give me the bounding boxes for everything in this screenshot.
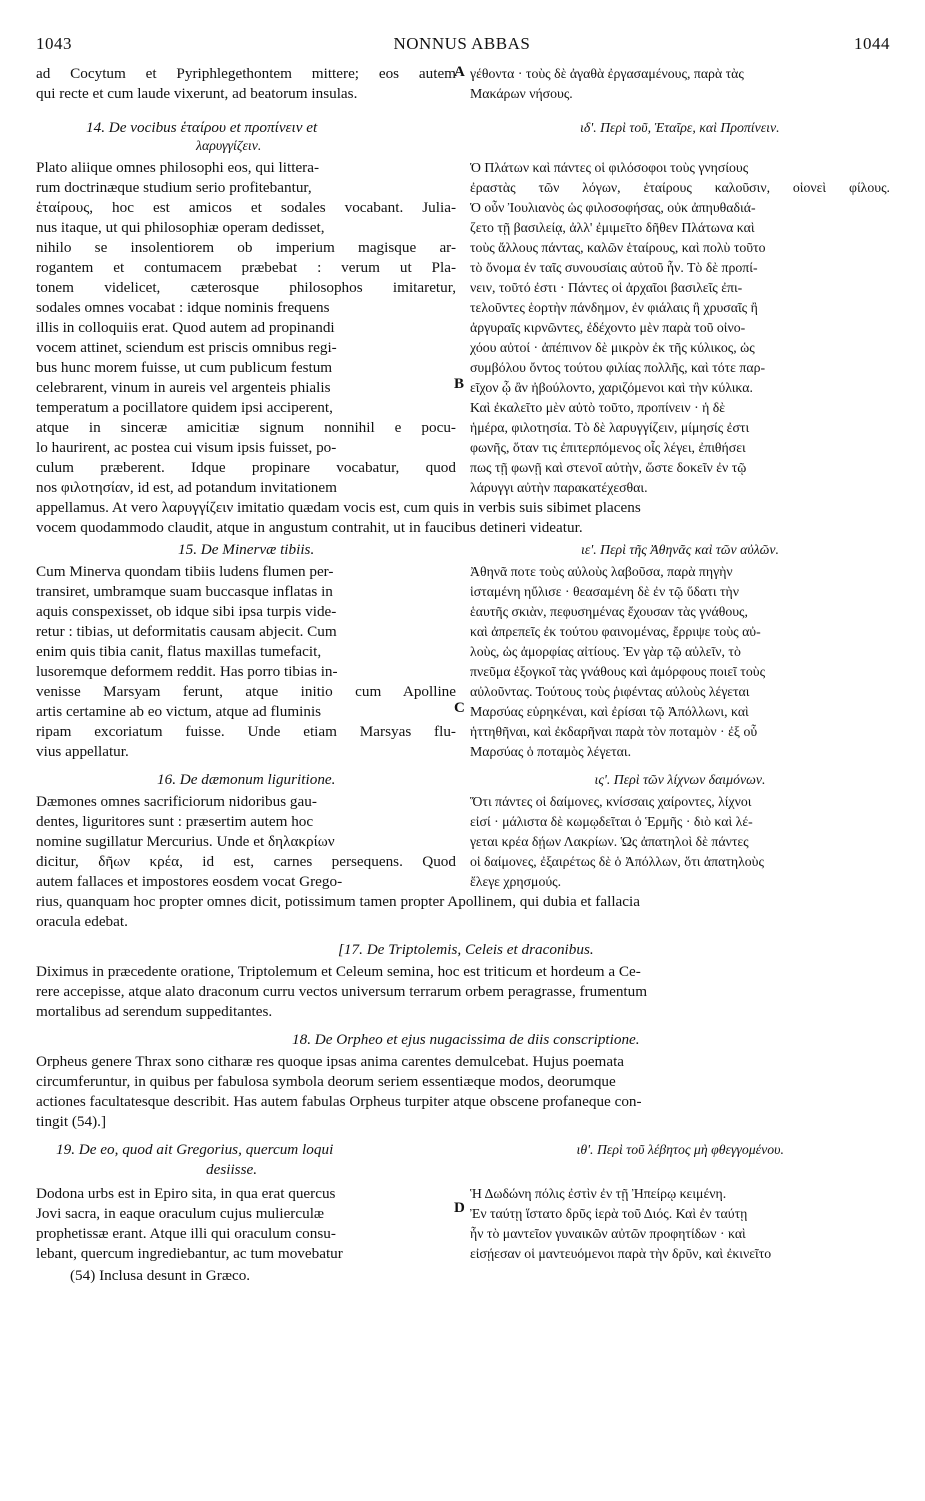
latin-line: ἑταίρους, hoc est amicos et sodales vocabant. Julia- <box>36 199 456 216</box>
latin-line: sodales omnes vocabat : idque nominis frequens <box>36 299 330 316</box>
latin-line: aquis conspexisset, ob idque sibi ipsa turpis vide- <box>36 603 337 620</box>
section-title-latin: desiisse. <box>206 1161 258 1178</box>
greek-line: νειν, τοῦτό ἐστι · Πάντες οἱ ἀρχαῖοι βασιλεῖς ἐπι- <box>470 280 743 295</box>
section-title-latin: 16. De dæmonum liguritione. <box>157 771 336 788</box>
latin-line: lusoremque deformem reddit. Has porro tibias in- <box>36 663 338 680</box>
greek-line: Καὶ ἐκαλεῖτο μὲν αὐτὸ τοῦτο, προπίνειν · ἡ δὲ <box>470 400 726 415</box>
running-head: NONNUS ABBAS <box>393 34 531 53</box>
margin-marker-a: A <box>454 64 465 80</box>
greek-line: λάρυγγι αὐτὴν παρακατέχεσθαι. <box>470 480 648 495</box>
latin-line: Cum Minerva quondam tibiis ludens flumen per- <box>36 563 334 580</box>
section-title-latin: 19. De eo, quod ait Gregorius, quercum loqui <box>56 1141 334 1158</box>
full-width-line: mortalibus ad serendum suppeditantes. <box>36 1003 273 1020</box>
latin-line: illis in colloquiis erat. Quod autem ad propinandi <box>36 319 335 336</box>
latin-line: rogantem et contumacem præbebat : verum ut Pla- <box>36 259 456 276</box>
latin-line: venisse Marsyam ferunt, atque initio cum Apolline <box>36 683 456 700</box>
greek-line: εἰσῄεσαν οἱ μαντευόμενοι παρὰ τὴν δρῦν, καὶ ἐκινεῖτο <box>470 1246 772 1261</box>
greek-line: ἱσταμένη ηὔλισε · θεασαμένη δὲ ἐν τῷ ὕδατι τὴν <box>470 584 739 599</box>
latin-line: lebant, quercum ingrediebantur, ac tum movebatur <box>36 1245 343 1262</box>
latin-line: lo haurirent, ac postea cui visum ipsis fuisset, po- <box>36 439 337 456</box>
latin-line: autem fallaces et impostores eosdem vocat Grego- <box>36 873 343 890</box>
latin-line: dicitur, δῆων κρέα, id est, carnes persequens. Quod <box>36 853 456 870</box>
full-width-line: Orpheus genere Thrax sono citharæ res quoque ipsas anima carentes demulcebat. Hujus poemata <box>36 1053 625 1070</box>
greek-line: Ἐν ταύτῃ ἵστατο δρῦς ἱερὰ τοῦ Διός. Καὶ ἐν ταύτῃ <box>470 1206 748 1221</box>
full-width-line: actiones facultatesque describit. Has autem fabulas Orpheus turpiter atque obscene profaneque con- <box>36 1093 642 1110</box>
latin-line: celebrarent, vinum in aureis vel argenteis phialis <box>36 379 331 396</box>
latin-line: qui recte et cum laude vixerunt, ad beatorum insulas. <box>36 85 358 102</box>
greek-line: ἐραστὰς τῶν λόγων, ἑταίρους καλοῦσιν, οἱονεὶ φίλους. <box>470 180 890 195</box>
greek-line: καὶ ἀπρεπεῖς ἐκ τούτου φαινομένας, ἔρριψε τοὺς αὐ- <box>470 624 761 639</box>
section-title-full: 18. De Orpheo et ejus nugacissima de diis conscriptione. <box>292 1031 640 1048</box>
greek-line: οἱ δαίμονες, ἐξαιρέτως δὲ ὁ Ἀπόλλων, ὅτι ἀπατηλοὺς <box>470 854 764 869</box>
full-width-line: oracula edebat. <box>36 913 128 930</box>
greek-line: πως τῇ φωνῇ καὶ στενοῖ αὐτὴν, ὥστε δοκεῖν ἐν τῷ <box>470 460 747 475</box>
latin-line: vius appellatur. <box>36 743 129 760</box>
greek-line: ἡττηθῆναι, καὶ ἐκδαρῆναι παρὰ τὸν ποταμὸν · ἐξ οὗ <box>470 724 758 739</box>
greek-line: γέθοντα · τοὺς δὲ ἀγαθὰ ἐργασαμένους, παρὰ τὰς <box>470 66 744 81</box>
greek-line: ἀργυραῖς κιρνῶντες, ἐδέχοντο μὲν παρὰ τοῦ οἰνο- <box>470 320 746 335</box>
greek-line: Ἀθηνᾶ ποτε τοὺς αὐλοὺς λαβοῦσα, παρὰ πηγὴν <box>470 564 733 579</box>
greek-line: ἡμέρα, φιλοτησία. Τὸ δὲ λαρυγγίζειν, μίμησίς ἐστι <box>470 420 750 435</box>
greek-line: Μαρσύας εὑρηκέναι, καὶ ἐρίσαι τῷ Ἀπόλλωνι, καὶ <box>470 704 749 719</box>
greek-line: εἰσί · μάλιστα δὲ κωμῳδεῖται ὁ Ἑρμῆς · διὸ καὶ λέ- <box>470 814 753 829</box>
latin-line: retur : tibias, ut deformitatis causam abjecit. Cum <box>36 623 337 640</box>
latin-line: tonem videlicet, cæterosque philosophos imitaretur, <box>36 279 456 296</box>
greek-line: αὐλοῦντας. Τούτους τοὺς ῥιφέντας αὐλοὺς λέγεται <box>470 684 750 699</box>
section-title-greek: ιε'. Περὶ τῆς Ἀθηνᾶς καὶ τῶν αὐλῶν. <box>581 542 779 557</box>
greek-line: ἑαυτῆς σκιὰν, πεφυσημένας ἔχουσαν τὰς γνάθους, <box>470 604 748 619</box>
greek-line: φωνῆς, ὅταν τις ἐπιτερπόμενος οἷς λέγει, ἐπιθήσει <box>470 440 746 455</box>
latin-line: culum præberent. Idque propinare vocabatur, quod <box>36 459 456 476</box>
full-width-line: circumferuntur, in quibus per fabulosa symbola deorum seriem essentiæque modos, deorumque <box>36 1073 616 1090</box>
latin-line: prophetissæ erant. Atque illi qui oraculum consu- <box>36 1225 336 1242</box>
column-number-left: 1043 <box>36 34 72 53</box>
full-width-line: vocem quodammodo claudit, atque in angustum contrahit, ut in faucibus detineri videatur. <box>36 519 583 536</box>
greek-line: ἔλεγε χρησμούς. <box>470 874 562 889</box>
full-width-line: tingit (54).] <box>36 1113 107 1130</box>
greek-line: χόου αὐτοί · ἀπέπινον δὲ μικρὸν ἐκ τῆς κύλικος, ὡς <box>470 340 755 355</box>
section-title-greek: ις'. Περὶ τῶν λίχνων δαιμόνων. <box>594 772 766 787</box>
greek-line: τελοῦντες ἑορτὴν πάνδημον, ἐν φιάλαις ἢ χρυσαῖς ἢ <box>470 300 758 315</box>
greek-line: Ὁ οὖν Ἰουλιανὸς ὡς φιλοσοφήσας, οὐκ ἀπηυθαδιά- <box>470 200 756 215</box>
greek-line: τοὺς ἄλλους πάντας, καλῶν ἑταίρους, καὶ πολὺ τοῦτο <box>470 240 766 255</box>
latin-line: Dæmones omnes sacrificiorum nidoribus gau- <box>36 793 317 810</box>
latin-line: Plato aliique omnes philosophi eos, qui littera- <box>36 159 320 176</box>
margin-marker-b: B <box>454 376 465 392</box>
full-width-line: appellamus. At vero λαρυγγίζειν imitatio quædam vocis est, cum quis in verbis suis sibimet placens <box>36 499 641 516</box>
greek-line: ζετο τῇ βασιλείᾳ, ἀλλ' ἐμιμεῖτο δῆθεν Πλάτωνα καὶ <box>470 220 755 235</box>
latin-line: bus hunc morem fuisse, ut cum publicum festum <box>36 359 333 376</box>
greek-line: Μακάρων νήσους. <box>470 86 573 101</box>
margin-marker-d: D <box>454 1200 465 1216</box>
column-number-right: 1044 <box>854 34 890 53</box>
latin-line: temperatum a pocillatore quidem ipsi acciperent, <box>36 399 333 416</box>
latin-line: artis certamine ab eo victum, atque ad fluminis <box>36 703 322 720</box>
latin-line: Jovi sacra, in eaque oraculum cujus mulierculæ <box>36 1205 325 1222</box>
latin-line: enim quis tibia canit, flatus maxillas tumefacit, <box>36 643 322 660</box>
greek-line: Μαρσύας ὁ ποταμὸς λέγεται. <box>470 744 632 759</box>
section-title-greek: ιθ'. Περὶ τοῦ λέβητος μὴ φθεγγομένου. <box>576 1142 784 1157</box>
section-title-greek: ιδ'. Περὶ τοῦ, Ἑταῖρε, καὶ Προπίνειν. <box>580 120 780 135</box>
latin-line: nos φιλοτησίαν, id est, ad potandum invitationem <box>36 479 337 496</box>
full-width-line: rius, quanquam hoc propter omnes dicit, potissimum tamen propter Apollinem, qui dubia et fallacia <box>36 893 640 910</box>
full-width-line: rere accepisse, atque alato draconum curru vectos universum terrarum orbem peragrasse, frumentum <box>36 983 648 1000</box>
full-width-line: Diximus in præcedente oratione, Triptolemum et Celeum semina, hoc est triticum et hordeum a Ce- <box>36 963 641 980</box>
greek-line: γεται κρέα δῄων Λακρίων. Ὡς ἀπατηλοὶ δὲ πάντες <box>470 834 749 849</box>
greek-line: Ὅτι πάντες οἱ δαίμονες, κνίσσαις χαίροντες, λίχνοι <box>470 794 752 809</box>
margin-marker-c: C <box>454 700 465 716</box>
greek-line: Ἡ Δωδώνη πόλις ἐστὶν ἐν τῇ Ἠπείρῳ κειμένη. <box>470 1186 727 1201</box>
greek-line: πνεῦμα ἐξογκοῖ τὰς γνάθους καὶ ἀμόρφους ποιεῖ τοὺς <box>470 664 766 679</box>
greek-line: ἦν τὸ μαντεῖον γυναικῶν αὐτῶν προφητίδων · καὶ <box>470 1226 746 1241</box>
section-title-latin: 14. De vocibus ἑταίρου et προπίνειν et <box>86 119 318 136</box>
latin-line: ad Cocytum et Pyriphlegethontem mittere; eos autem <box>36 65 456 82</box>
section-title-latin: 15. De Minervæ tibiis. <box>178 541 315 558</box>
latin-line: nomine sugillatur Mercurius. Unde et δηλακρίων <box>36 833 335 850</box>
section-title-full: [17. De Triptolemis, Celeis et draconibus. <box>338 941 594 958</box>
latin-line: dentes, liguritores sunt : præsertim autem hoc <box>36 813 314 830</box>
greek-line: Ὁ Πλάτων καὶ πάντες οἱ φιλόσοφοι τοὺς γνησίους <box>470 160 749 175</box>
greek-line: λοὺς, ὡς ἀμορφίας αἰτίους. Ἐν γὰρ τῷ αὐλεῖν, τὸ <box>470 644 741 659</box>
latin-line: atque in sinceræ amicitiæ signum nonnihil e pocu- <box>36 419 456 436</box>
latin-line: transiret, umbramque suam buccasque inflatas in <box>36 583 333 600</box>
latin-line: ripam excoriatum fuisse. Unde etiam Marsyas flu- <box>36 723 456 740</box>
latin-line: nus itaque, ut qui philosophiæ operam dedisset, <box>36 219 325 236</box>
section-title-latin: λαρυγγίζειν. <box>196 138 262 153</box>
latin-line: Dodona urbs est in Epiro sita, in qua erat quercus <box>36 1185 336 1202</box>
footnote: (54) Inclusa desunt in Græco. <box>70 1267 251 1284</box>
greek-line: συμβόλου ὄντος τούτου φιλίας πολλῆς, καὶ τότε παρ- <box>470 360 766 375</box>
greek-line: εῖχον ᾧ ἂν ἠβούλοντο, χαριζόμενοι καὶ τὴν κύλικα. <box>470 380 753 395</box>
greek-line: τὸ ὄνομα ἐν ταῖς συνουσίαις αὐτοῦ ἦν. Τὸ δὲ προπί- <box>470 260 758 275</box>
latin-line: vocem attinet, sciendum est priscis omnibus regi- <box>36 339 337 356</box>
latin-line: rum doctrinæque studium serio profitebantur, <box>36 179 312 196</box>
latin-line: nihilo se insolentiorem ob imperium magisque ar- <box>36 239 456 256</box>
